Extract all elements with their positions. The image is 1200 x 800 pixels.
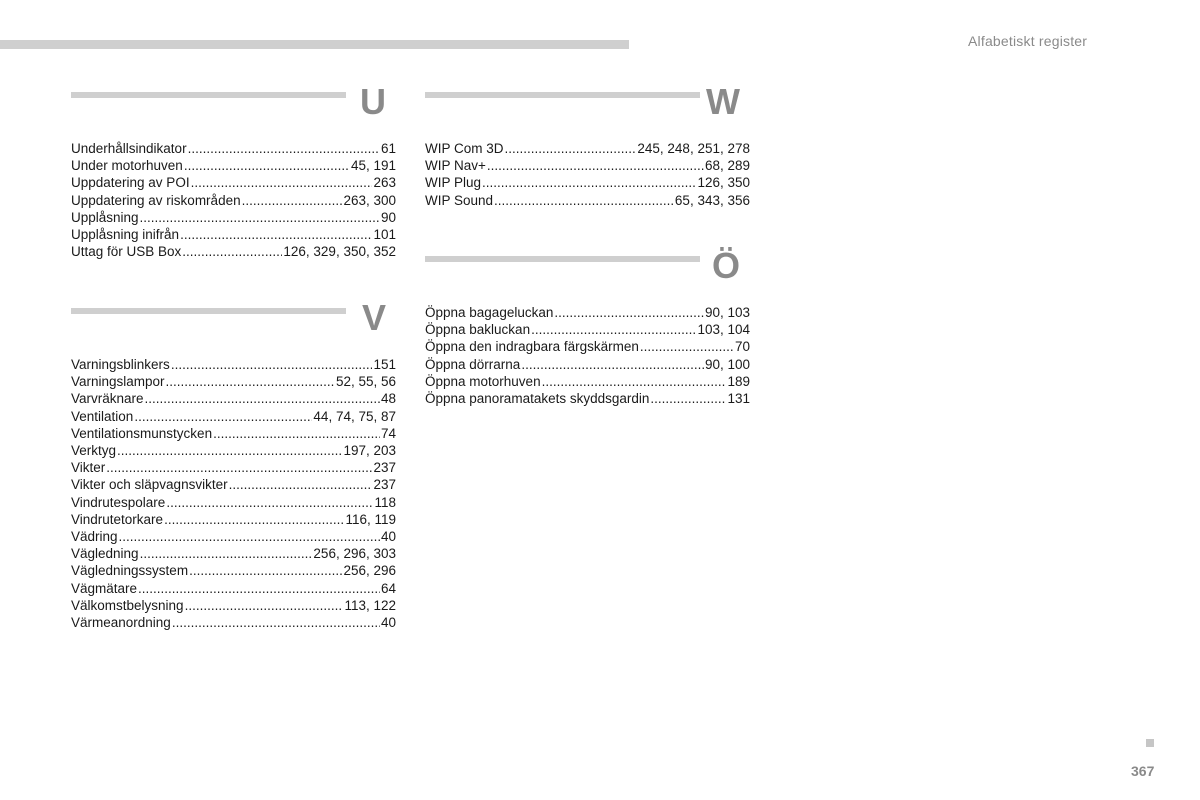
index-entry (425, 390, 750, 407)
entry-pages: 237 (373, 477, 396, 493)
dot-leader (106, 459, 372, 476)
entry-term: Vindrutespolare (71, 494, 166, 510)
index-section-o-umlaut (425, 245, 750, 407)
dot-leader (140, 209, 380, 226)
index-entry (71, 442, 396, 459)
index-entry (425, 157, 750, 174)
dot-leader (640, 338, 734, 355)
index-entry (425, 338, 750, 355)
entry-pages: 40 (380, 529, 396, 545)
dot-leader (117, 442, 342, 459)
dot-leader (213, 425, 380, 442)
index-entry (425, 140, 750, 157)
entry-term: Uppdatering av riskområden (71, 192, 241, 208)
entry-pages: 189 (727, 373, 750, 389)
index-entry (71, 476, 396, 493)
index-entry (71, 390, 396, 407)
entry-term: Under motorhuven (71, 158, 183, 174)
dot-leader (134, 408, 312, 425)
entry-term: WIP Nav+ (425, 158, 486, 174)
entry-term: Öppna bagageluckan (425, 305, 554, 320)
index-section-u (71, 81, 396, 260)
letter-heading (71, 297, 396, 342)
entry-list (71, 356, 396, 631)
entry-term: Verktyg (71, 443, 117, 459)
dot-leader (145, 390, 380, 407)
dot-leader (191, 174, 373, 191)
entry-pages: 197, 203 (343, 443, 396, 459)
dot-leader (119, 528, 380, 545)
letter-rule (71, 308, 346, 314)
dot-leader (171, 356, 373, 373)
entry-term: Öppna panoramatakets skyddsgardin (425, 391, 650, 407)
letter-rule (425, 92, 700, 98)
entry-term: Vindrutetorkare (71, 511, 164, 527)
entry-pages: 103, 104 (697, 322, 750, 338)
dot-leader (521, 356, 704, 373)
dot-leader (180, 226, 372, 243)
entry-term: Varvräknare (71, 391, 144, 407)
header-rule (0, 40, 629, 49)
entry-term: Vädring (71, 529, 118, 545)
letter-rule (71, 92, 346, 98)
entry-pages: 65, 343, 356 (674, 192, 750, 208)
letter-rule (425, 256, 700, 262)
entry-pages: 74 (380, 425, 396, 441)
entry-term: Varningslampor (71, 374, 165, 390)
entry-pages: 131 (727, 391, 750, 407)
dot-leader (229, 476, 373, 493)
dot-leader (494, 192, 674, 209)
index-entry (71, 494, 396, 511)
dot-leader (531, 321, 696, 338)
entry-term: Underhållsindikator (71, 141, 187, 156)
entry-term: Öppna bakluckan (425, 322, 531, 338)
index-entry (71, 140, 396, 157)
letter-heading (425, 245, 750, 290)
index-entry (71, 528, 396, 545)
dot-leader (505, 140, 637, 157)
page-marker (1146, 739, 1154, 747)
page-number: 367 (1131, 763, 1155, 779)
dot-leader (189, 562, 342, 579)
dot-leader (138, 580, 380, 597)
entry-term: Vägledningssystem (71, 563, 189, 579)
entry-term: Vägledning (71, 546, 139, 562)
index-entry (425, 192, 750, 209)
index-section-v (71, 297, 396, 631)
entry-term: Öppna dörrarna (425, 356, 521, 372)
entry-list (71, 140, 396, 260)
dot-leader (487, 157, 704, 174)
letter-heading (71, 81, 396, 126)
section-letter: U (360, 81, 386, 122)
entry-list (425, 140, 750, 209)
dot-leader (185, 597, 344, 614)
entry-list (425, 304, 750, 407)
entry-pages: 245, 248, 251, 278 (637, 141, 750, 156)
index-entry (71, 459, 396, 476)
entry-pages: 101 (373, 227, 396, 243)
entry-pages: 113, 122 (344, 597, 396, 613)
index-entry (425, 373, 750, 390)
index-entry (71, 545, 396, 562)
index-entry (71, 562, 396, 579)
index-section-w (425, 81, 750, 209)
entry-pages: 126, 329, 350, 352 (283, 244, 396, 260)
section-letter: Ö (711, 245, 740, 286)
dot-leader (140, 545, 313, 562)
entry-term: Välkomstbelysning (71, 597, 184, 613)
dot-leader (554, 304, 704, 321)
dot-leader (482, 174, 696, 191)
dot-leader (182, 243, 282, 260)
entry-pages: 263, 300 (343, 192, 396, 208)
entry-pages: 48 (380, 391, 396, 407)
letter-heading (425, 81, 750, 126)
index-entry (71, 614, 396, 631)
entry-term: Upplåsning inifrån (71, 227, 180, 243)
dot-leader (166, 494, 373, 511)
entry-term: Vägmätare (71, 580, 138, 596)
index-entry (71, 511, 396, 528)
index-entry (425, 304, 750, 321)
dot-leader (164, 511, 344, 528)
entry-pages: 237 (373, 460, 396, 476)
section-title: Alfabetiskt register (968, 33, 1088, 49)
index-entry (71, 157, 396, 174)
entry-term: Ventilation (71, 408, 134, 424)
entry-pages: 263 (373, 175, 396, 191)
entry-term: WIP Sound (425, 192, 494, 208)
entry-pages: 64 (380, 580, 396, 596)
entry-term: Uttag för USB Box (71, 244, 182, 260)
entry-term: Vikter (71, 460, 106, 476)
index-entry (71, 174, 396, 191)
entry-pages: 70 (734, 339, 750, 355)
section-letter: W (706, 81, 740, 122)
entry-pages: 45, 191 (350, 158, 396, 174)
index-entry (425, 356, 750, 373)
entry-pages: 90, 100 (704, 356, 750, 372)
index-entry (71, 243, 396, 260)
dot-leader (242, 192, 343, 209)
entry-pages: 116, 119 (345, 511, 396, 527)
entry-term: Öppna motorhuven (425, 373, 541, 389)
dot-leader (188, 140, 380, 157)
entry-pages: 44, 74, 75, 87 (313, 408, 396, 424)
entry-term: Upplåsning (71, 209, 139, 225)
entry-term: WIP Com 3D (425, 141, 504, 156)
entry-pages: 68, 289 (704, 158, 750, 174)
index-entry (71, 192, 396, 209)
index-entry (71, 597, 396, 614)
index-entry (71, 580, 396, 597)
entry-pages: 256, 296, 303 (313, 546, 396, 562)
entry-term: Värmeanordning (71, 615, 171, 631)
entry-term: Ventilationsmunstycken (71, 425, 213, 441)
entry-pages: 40 (380, 615, 396, 631)
entry-pages: 118 (374, 494, 396, 510)
dot-leader (172, 614, 380, 631)
index-entry (71, 209, 396, 226)
entry-pages: 90 (380, 209, 396, 225)
entry-pages: 90, 103 (704, 305, 750, 320)
entry-pages: 126, 350 (697, 175, 750, 191)
entry-pages: 151 (373, 357, 396, 372)
entry-term: Varningsblinkers (71, 357, 170, 372)
entry-pages: 52, 55, 56 (335, 374, 396, 390)
entry-pages: 61 (380, 141, 396, 156)
entry-pages: 256, 296 (343, 563, 396, 579)
dot-leader (650, 390, 726, 407)
index-entry (71, 408, 396, 425)
dot-leader (166, 373, 335, 390)
entry-term: Öppna den indragbara färgskärmen (425, 339, 639, 355)
dot-leader (542, 373, 727, 390)
index-entry (425, 174, 750, 191)
index-entry (71, 425, 396, 442)
index-entry (71, 373, 396, 390)
index-entry (71, 356, 396, 373)
entry-term: Vikter och släpvagnsvikter (71, 477, 228, 493)
section-letter: V (361, 297, 386, 338)
entry-term: WIP Plug (425, 175, 482, 191)
dot-leader (184, 157, 350, 174)
entry-term: Uppdatering av POI (71, 175, 190, 191)
index-entry (425, 321, 750, 338)
index-entry (71, 226, 396, 243)
